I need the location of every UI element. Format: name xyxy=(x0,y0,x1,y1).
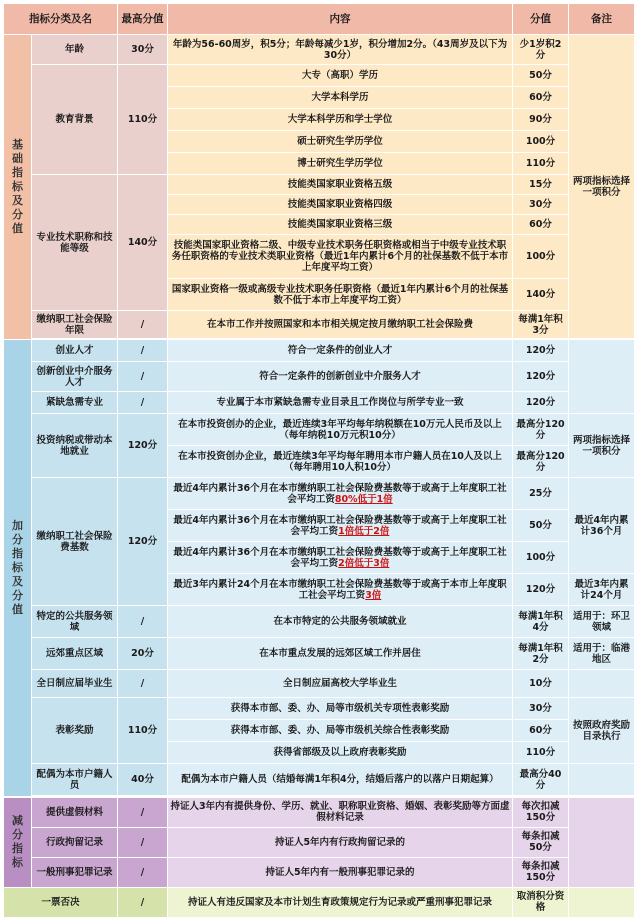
skill-item: 国家职业资格一级或高级专业技术职务任职资格（最近1年内累计6个月的社保基数不低于本市上年度平均工资） xyxy=(168,279,513,311)
insurance-item xyxy=(168,478,513,510)
row-insurance-max: 120分 xyxy=(118,478,168,606)
row-service-max: / xyxy=(118,362,168,392)
remark-empty xyxy=(569,797,635,887)
award-item: 获得本市部、委、办、局等市级机关专项性表彰奖励 xyxy=(168,698,513,720)
award-item: 获得省部级及以上政府表彰奖励 xyxy=(168,742,513,764)
row-startup-name: 创业人才 xyxy=(32,340,118,362)
skill-score: 60分 xyxy=(513,215,569,235)
insurance-highlight: 80%低于1倍 xyxy=(334,493,393,505)
remark-empty xyxy=(569,670,635,698)
row-service-content: 符合一定条件的创新创业中介服务人才 xyxy=(168,362,513,392)
row-detain-max: / xyxy=(118,827,168,857)
row-insurance-name: 缴纳职工社会保险费基数 xyxy=(32,478,118,606)
row-edu-max: 110分 xyxy=(118,65,168,175)
skill-item: 技能类国家职业资格五级 xyxy=(168,175,513,195)
remark-insurance-2: 最近3年内累计24个月 xyxy=(569,574,635,606)
row-urgent-content: 专业属于本市紧缺急需专业目录且工作岗位与所学专业一致 xyxy=(168,392,513,414)
edu-score: 50分 xyxy=(513,65,569,87)
award-item: 获得本市部、委、办、局等市级机关综合性表彰奖励 xyxy=(168,720,513,742)
remark-award: 按照政府奖励目录执行 xyxy=(569,698,635,764)
category-minus: 减分指标 xyxy=(4,797,32,887)
skill-item: 技能类国家职业资格四级 xyxy=(168,195,513,215)
row-veto-max: / xyxy=(118,887,168,917)
row-skill-max: 140分 xyxy=(118,175,168,311)
row-crime-max: / xyxy=(118,857,168,887)
row-fake-name: 提供虚假材料 xyxy=(32,797,118,827)
row-crime-score: 每条扣减150分 xyxy=(513,857,569,887)
row-suburb-remark: 适用于：临港地区 xyxy=(569,638,635,670)
points-table xyxy=(3,3,635,918)
header-row xyxy=(4,4,635,35)
row-service-score: 120分 xyxy=(513,362,569,392)
insurance-score: 120分 xyxy=(513,574,569,606)
award-score: 30分 xyxy=(513,698,569,720)
row-fake-score: 每次扣减150分 xyxy=(513,797,569,827)
row-suburb-score: 每满1年积2分 xyxy=(513,638,569,670)
remark-invest: 两项指标选择一项积分 xyxy=(569,414,635,478)
insurance-item xyxy=(168,510,513,542)
row-fake-content: 持证人3年内有提供身份、学历、就业、职称职业资格、婚姻、表彰奖励等方面虚假材料记录 xyxy=(168,797,513,827)
row-social-name: 缴纳职工社会保险年限 xyxy=(32,311,118,339)
header-remark: 备注 xyxy=(569,4,635,35)
row-veto-name: 一票否决 xyxy=(4,887,118,917)
row-invest-max: 120分 xyxy=(118,414,168,478)
remark-empty xyxy=(569,340,635,414)
row-spouse-name: 配偶为本市户籍人员 xyxy=(32,764,118,796)
row-suburb-name: 远郊重点区域 xyxy=(32,638,118,670)
row-veto-score: 取消积分资格 xyxy=(513,887,569,917)
row-startup-score: 120分 xyxy=(513,340,569,362)
edu-item: 大学本科学历和学士学位 xyxy=(168,109,513,131)
row-public-remark: 适用于：环卫领域 xyxy=(569,606,635,638)
edu-item: 大专（高职）学历 xyxy=(168,65,513,87)
row-detain-score: 每条扣减50分 xyxy=(513,827,569,857)
category-basic: 基础指标及分值 xyxy=(4,35,32,340)
row-age-max: 30分 xyxy=(118,35,168,65)
row-fulltime-max: / xyxy=(118,670,168,698)
skill-score: 15分 xyxy=(513,175,569,195)
insurance-item xyxy=(168,574,513,606)
header-score: 分值 xyxy=(513,4,569,35)
row-fulltime-score: 10分 xyxy=(513,670,569,698)
edu-item: 博士研究生学历学位 xyxy=(168,153,513,175)
edu-item: 硕士研究生学历学位 xyxy=(168,131,513,153)
row-detain-content: 持证人5年内有行政拘留记录的 xyxy=(168,827,513,857)
skill-score: 100分 xyxy=(513,235,569,279)
award-score: 110分 xyxy=(513,742,569,764)
remark-insurance-1: 最近4年内累计36个月 xyxy=(569,478,635,574)
row-age-name: 年龄 xyxy=(32,35,118,65)
row-urgent-max: / xyxy=(118,392,168,414)
row-suburb-max: 20分 xyxy=(118,638,168,670)
row-startup-content: 符合一定条件的创业人才 xyxy=(168,340,513,362)
row-fake-max: / xyxy=(118,797,168,827)
header-max: 最高分值 xyxy=(118,4,168,35)
row-public-content: 在本市特定的公共服务领域就业 xyxy=(168,606,513,638)
row-spouse-max: 40分 xyxy=(118,764,168,796)
invest-item: 在本市投资创办企业，最近连续3年平均每年聘用本市户籍人员在10人及以上（每年聘用10人积10分） xyxy=(168,446,513,478)
row-award-name: 表彰奖励 xyxy=(32,698,118,764)
category-bonus: 加分指标及分值 xyxy=(4,340,32,797)
insurance-score: 25分 xyxy=(513,478,569,510)
row-public-max: / xyxy=(118,606,168,638)
row-age-score: 少1岁积2分 xyxy=(513,35,569,65)
insurance-text: 最近4年内累计36个月在本市缴纳职工社会保险费基数等于或高于上年度职工社会平均工资 xyxy=(173,546,507,569)
row-award-max: 110分 xyxy=(118,698,168,764)
row-social-score: 每满1年积3分 xyxy=(513,311,569,339)
edu-score: 90分 xyxy=(513,109,569,131)
insurance-item xyxy=(168,542,513,574)
row-social-max: / xyxy=(118,311,168,339)
skill-score: 30分 xyxy=(513,195,569,215)
insurance-text: 最近4年内累计36个月在本市缴纳职工社会保险费基数等于或高于上年度职工社会平均工资 xyxy=(173,482,507,505)
row-skill-name: 专业技术职称和技能等级 xyxy=(32,175,118,311)
row-veto-content: 持证人有违反国家及本市计划生育政策规定行为记录或严重刑事犯罪记录 xyxy=(168,887,513,917)
edu-item: 大学本科学历 xyxy=(168,87,513,109)
row-urgent-name: 紧缺急需专业 xyxy=(32,392,118,414)
row-social-content: 在本市工作并按照国家和本市相关规定按月缴纳职工社会保险费 xyxy=(168,311,513,339)
header-content: 内容 xyxy=(168,4,513,35)
invest-item: 在本市投资创办的企业，最近连续3年平均每年纳税额在10万元人民币及以上（每年纳税10万元积10分） xyxy=(168,414,513,446)
invest-score: 最高分120分 xyxy=(513,414,569,446)
row-spouse-score: 最高分40分 xyxy=(513,764,569,796)
skill-score: 140分 xyxy=(513,279,569,311)
row-fulltime-name: 全日制应届毕业生 xyxy=(32,670,118,698)
remark-empty xyxy=(569,887,635,917)
remark-basic: 两项指标选择一项积分 xyxy=(569,35,635,339)
insurance-highlight: 1倍低于2倍 xyxy=(338,525,390,537)
row-public-score: 每满1年积4分 xyxy=(513,606,569,638)
row-edu-name: 教育背景 xyxy=(32,65,118,175)
row-crime-name: 一般刑事犯罪记录 xyxy=(32,857,118,887)
remark-empty xyxy=(569,764,635,796)
row-detain-name: 行政拘留记录 xyxy=(32,827,118,857)
insurance-text: 最近4年内累计36个月在本市缴纳职工社会保险费基数等于或高于上年度职工社会平均工资 xyxy=(173,514,507,537)
header-indicator: 指标分类及名 xyxy=(4,4,118,35)
row-age-content: 年龄为56-60周岁，积5分；年龄每减少1岁，积分增加2分。（43周岁及以下为30分） xyxy=(168,35,513,65)
edu-score: 110分 xyxy=(513,153,569,175)
row-spouse-content: 配偶为本市户籍人员（结婚每满1年积4分，结婚后落户的以落户日期起算） xyxy=(168,764,513,796)
insurance-text: 最近3年内累计24个月在本市缴纳职工社会保险费基数等于或高于本市上年度职工社会平均工资 xyxy=(173,578,507,601)
row-public-name: 特定的公共服务领域 xyxy=(32,606,118,638)
edu-score: 60分 xyxy=(513,87,569,109)
insurance-score: 100分 xyxy=(513,542,569,574)
insurance-highlight: 3倍 xyxy=(365,589,382,601)
row-fulltime-content: 全日制应届高校大学毕业生 xyxy=(168,670,513,698)
skill-item: 技能类国家职业资格二级、中级专业技术职务任职资格或相当于中级专业技术职务任职资格的专业技术类职业资格（最近1年内累计6个月的社保基数不低于本市上年度平均工资） xyxy=(168,235,513,279)
row-urgent-score: 120分 xyxy=(513,392,569,414)
insurance-highlight: 2倍低于3倍 xyxy=(338,557,390,569)
edu-score: 100分 xyxy=(513,131,569,153)
row-crime-content: 持证人5年内有一般刑事犯罪记录的 xyxy=(168,857,513,887)
row-invest-name: 投资纳税或带动本地就业 xyxy=(32,414,118,478)
row-suburb-content: 在本市重点发展的远郊区域工作并居住 xyxy=(168,638,513,670)
row-service-name: 创新创业中介服务人才 xyxy=(32,362,118,392)
insurance-score: 50分 xyxy=(513,510,569,542)
skill-item: 技能类国家职业资格三级 xyxy=(168,215,513,235)
award-score: 60分 xyxy=(513,720,569,742)
invest-score: 最高分120分 xyxy=(513,446,569,478)
row-startup-max: / xyxy=(118,340,168,362)
